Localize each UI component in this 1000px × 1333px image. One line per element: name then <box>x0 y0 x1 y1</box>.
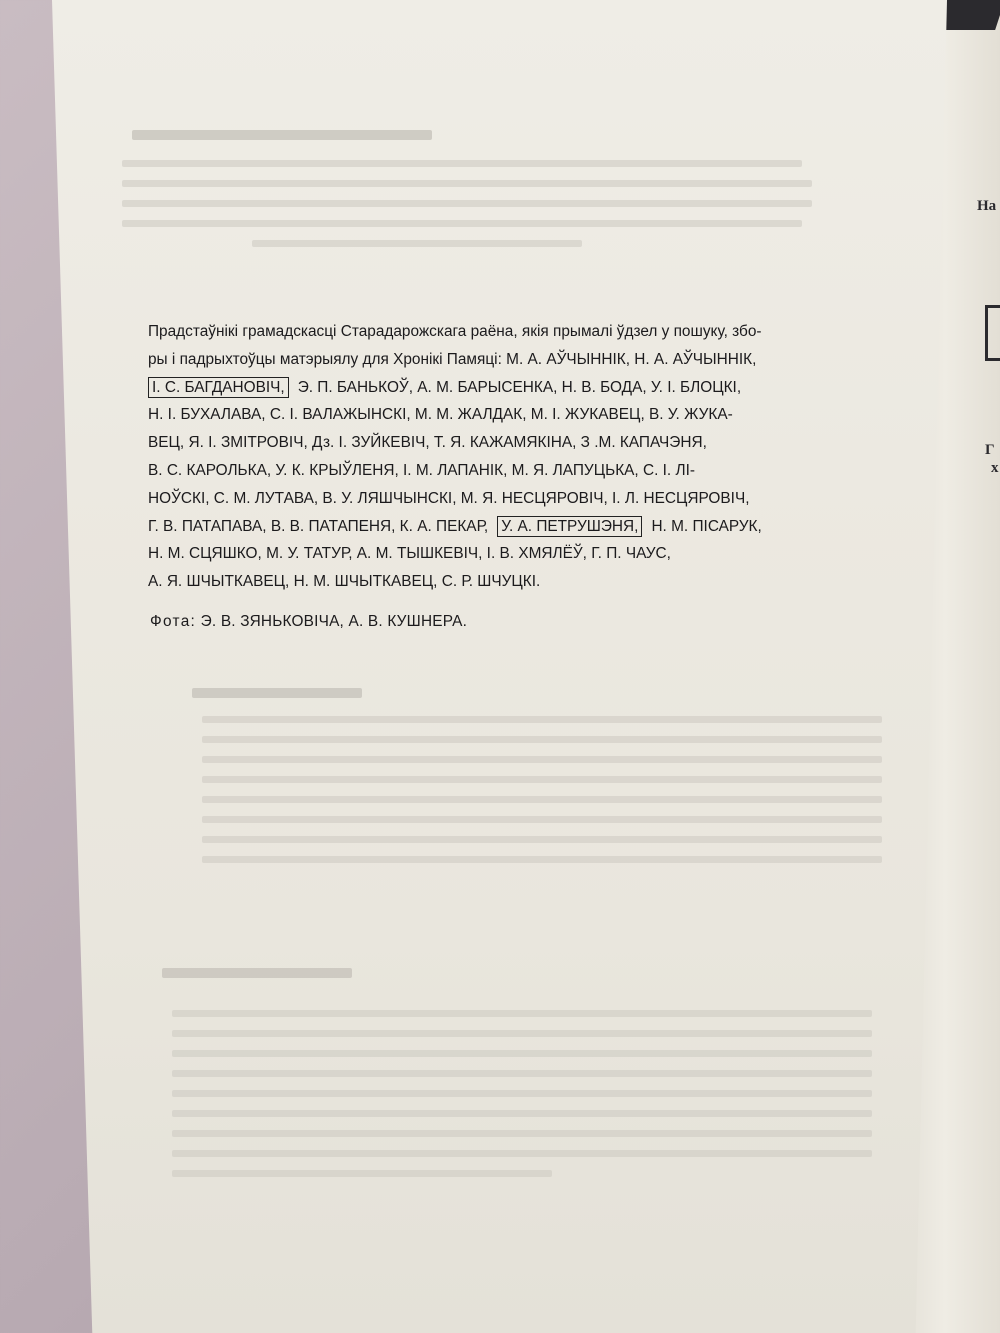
show-through-text <box>172 1110 872 1117</box>
text-line-content: Э. П. БАНЬКОЎ, А. М. БАРЫСЕНКА, Н. В. БОДА, У. І. БЛОЦКІ, <box>297 378 742 396</box>
text-line-content: Г. В. ПАТАПАВА, В. В. ПАТАПЕНЯ, К. А. ПЕКАР, <box>148 517 489 535</box>
show-through-text <box>122 180 812 187</box>
show-through-text <box>202 856 882 863</box>
text-line <box>148 568 838 596</box>
text-line-content: НОЎСКІ, С. М. ЛУТАВА, В. У. ЛЯШЧЫНСКІ, М. Я. НЕСЦЯРОВІЧ, І. Л. НЕСЦЯРОВІЧ, <box>148 489 750 507</box>
show-through-text <box>162 968 352 978</box>
show-through-text <box>172 1030 872 1037</box>
text-line-content: ры і падрыхтоўцы матэрыялу для Хронікі Памяці: М. А. АЎЧЫННІК, Н. А. АЎЧЫННІК, <box>148 350 757 368</box>
show-through-text <box>202 796 882 803</box>
text-line-content: Н. М. ПІСАРУК, <box>651 517 762 535</box>
show-through-text <box>202 756 882 763</box>
adjacent-page-fragment: х <box>991 460 999 476</box>
show-through-text <box>202 816 882 823</box>
show-through-text <box>172 1010 872 1017</box>
body-text-block <box>148 318 838 631</box>
contributors-paragraph <box>148 318 838 596</box>
text-line-content: А. Я. ШЧЫТКАВЕЦ, Н. М. ШЧЫТКАВЕЦ, С. Р. ШЧУЦКІ. <box>148 573 541 591</box>
text-line <box>148 374 838 402</box>
show-through-text <box>252 240 582 247</box>
show-through-text <box>132 130 432 140</box>
boxed-name: У. А. ПЕТРУШЭНЯ, <box>497 516 642 537</box>
photo-credit-label: Фота: <box>150 612 197 630</box>
text-line <box>148 429 838 457</box>
text-line <box>148 401 838 429</box>
show-through-text <box>172 1170 552 1177</box>
adjacent-page-fragment: На <box>977 198 997 214</box>
show-through-text <box>202 736 882 743</box>
show-through-text <box>122 200 812 207</box>
adjacent-page-box <box>985 305 1000 361</box>
text-line-content: Н. М. СЦЯШКО, М. У. ТАТУР, А. М. ТЫШКЕВІЧ, І. В. ХМЯЛЁЎ, Г. П. ЧАУС, <box>148 545 671 563</box>
show-through-text <box>202 836 882 843</box>
text-line <box>148 346 838 374</box>
text-line-content: Н. І. БУХАЛАВА, С. І. ВАЛАЖЫНСКІ, М. М. ЖАЛДАК, М. І. ЖУКАВЕЦ, В. У. ЖУКА- <box>148 406 733 424</box>
book-page <box>52 0 947 1333</box>
photo-credit-names: Э. В. ЗЯНЬКОВІЧА, А. В. КУШНЕРА. <box>200 612 468 630</box>
text-line <box>148 318 838 346</box>
text-line-content: ВЕЦ, Я. І. ЗМІТРОВІЧ, Дз. І. ЗУЙКЕВІЧ, Т. Я. КАЖАМЯКІНА, З .М. КАПАЧЭНЯ, <box>148 434 707 452</box>
show-through-text <box>122 220 802 227</box>
boxed-name: І. С. БАГДАНОВІЧ, <box>148 377 289 398</box>
text-line <box>148 513 838 541</box>
show-through-text <box>192 688 362 698</box>
show-through-text <box>202 716 882 723</box>
text-line-content: В. С. КАРОЛЬКА, У. К. КРЫЎЛЕНЯ, І. М. ЛАПАНІК, М. Я. ЛАПУЦЬКА, С. І. ЛІ- <box>148 461 695 479</box>
text-line <box>148 540 838 568</box>
text-line <box>148 457 838 485</box>
show-through-text <box>172 1130 872 1137</box>
show-through-text <box>172 1150 872 1157</box>
show-through-text <box>172 1090 872 1097</box>
show-through-text <box>172 1070 872 1077</box>
text-line-content: Прадстаўнікі грамадскасці Старадарожскага раёна, якія прымалі ўдзел у пошуку, збо- <box>148 323 762 340</box>
adjacent-page-fragment: Г <box>985 442 995 458</box>
text-line <box>148 485 838 513</box>
photo-credit <box>150 613 838 631</box>
show-through-text <box>172 1050 872 1057</box>
show-through-text <box>202 776 882 783</box>
show-through-text <box>122 160 802 167</box>
